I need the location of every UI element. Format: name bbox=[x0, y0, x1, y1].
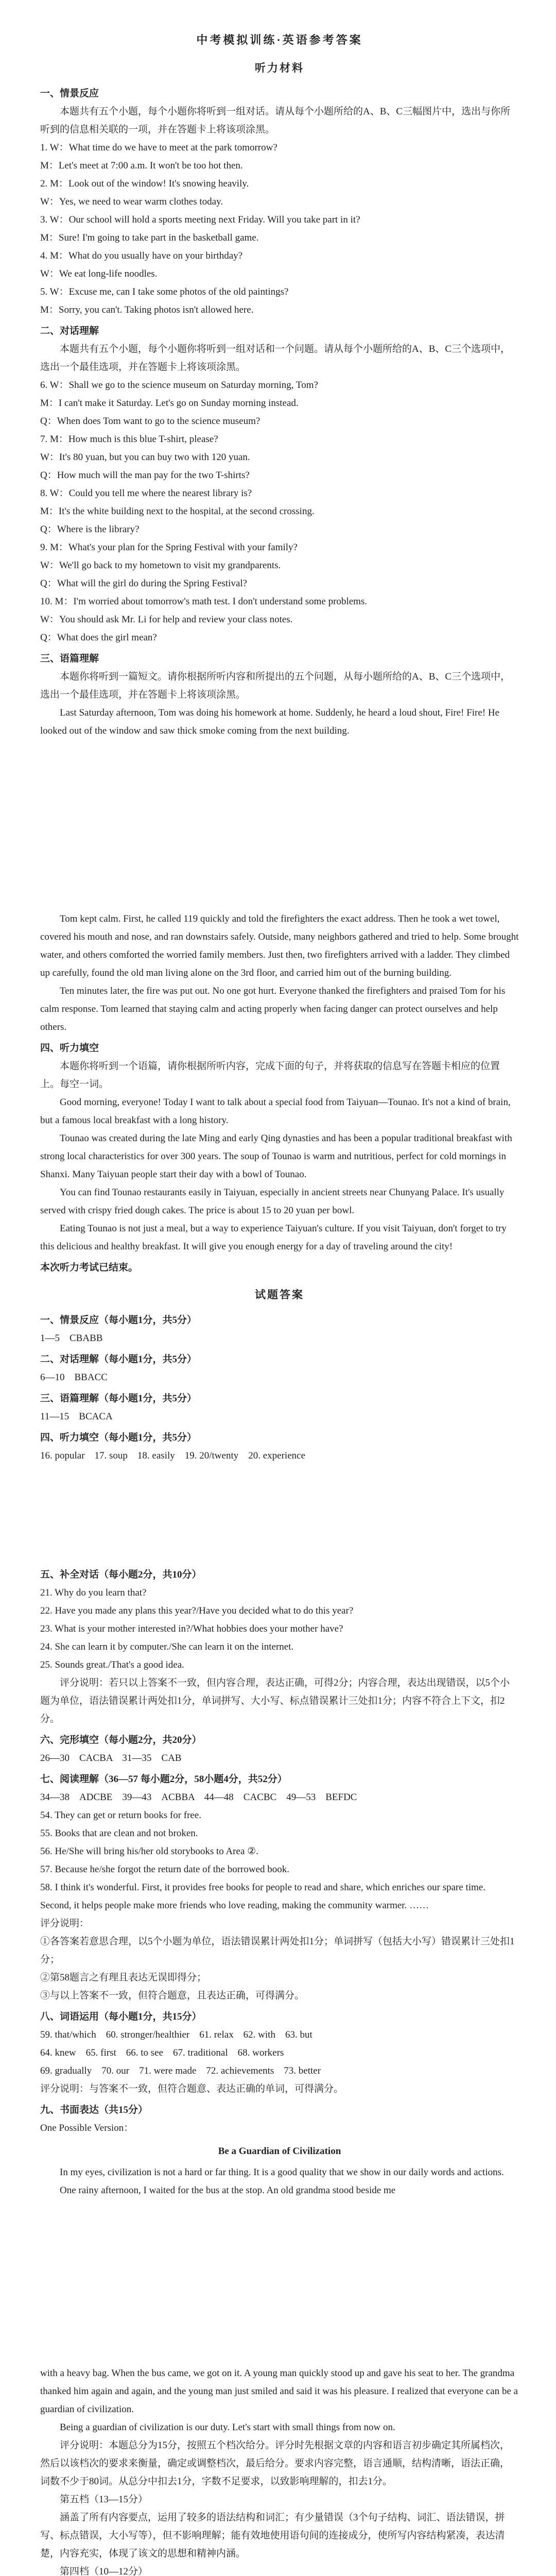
dialogue-line: 2. M：Look out of the window! It's snowing heavily. bbox=[40, 178, 249, 189]
answer-document bbox=[40, 31, 519, 2576]
grade-level: 第五档（13—15分） bbox=[60, 2494, 148, 2505]
answer-list bbox=[40, 1311, 519, 1465]
answer-line: 21. Why do you learn that? bbox=[40, 1587, 147, 1598]
grade-desc: 涵盖了所有内容要点，运用了较多的语法结构和词汇；有少量错误（3个句子结构、词汇、语法错误，拼写、标点错误，大小写等），但不影响理解；能有效地使用语句间的连接成分，使所写内容结构紧凑，表达清楚，内容充实，体现了该文的思想和精神内涵。 bbox=[40, 2512, 505, 2559]
grading-note: 评分说明：本题总分为15分，按照五个档次给分。评分时先根据文章的内容和语言初步确定其所属档次，然后以该档次的要求来衡量，确定或调整档次，最后给分。要求内容完整，语言通顺，结构清晰，语法正确，词数不少于80词。从总分中扣去1分，字数不足要求，以致影响理解的，扣去1分。 bbox=[40, 2440, 510, 2487]
passage-paragraph: Eating Tounao is not just a meal, but a way to experience Taiyuan's culture. If you visit Taiyuan, don't forget to try this delicious and healthy breakfast. It will give you enough energy for a day of traveling around the city! bbox=[40, 1223, 507, 1252]
section-title-listening: 听力材料 bbox=[255, 62, 304, 74]
passage-paragraph: Last Saturday afternoon, Tom was doing his homework at home. Suddenly, he heard a loud shout, Fire! Fire! He looked out of the window and saw thick smoke coming from the next building. bbox=[40, 707, 500, 736]
answer-line: 58. I think it's wonderful. First, it provides free books for people to read and share, which enriches our spare time. Second, it helps people make more friends who love reading, making the community warmer. …… bbox=[40, 1882, 486, 1911]
dialogue-list-2 bbox=[40, 376, 519, 647]
answer-line: 24. She can learn it by computer./She can learn it on the internet. bbox=[40, 1641, 294, 1652]
writing-grading-rules bbox=[40, 2436, 519, 2576]
part-heading: 九、书面表达（共15分） bbox=[40, 2105, 148, 2115]
essay-paragraph: In my eyes, civilization is not a hard or far thing. It is a good quality that we show in our daily words and actions. bbox=[60, 2167, 504, 2178]
answer-line: 16. popular 17. soup 18. easily 19. 20/twenty 20. experience bbox=[40, 1450, 306, 1461]
passage-paragraph: You can find Tounao restaurants easily in Taiyuan, especially in ancient streets near Chunyang Palace. It's usually served with crispy fried dough cakes. The price is about 15 to 20 yuan per bowl. bbox=[40, 1187, 505, 1216]
dialogue-line: Q：What will the girl do during the Spring Festival? bbox=[40, 578, 248, 589]
part-intro: 本题共有五个小题，每个小题你将听到一组对话和一个问题。请从每个小题所给的A、B、C三个选项中，选出一个最佳选项，并在答题卡上将该项涂黑。 bbox=[40, 344, 511, 372]
blank-space bbox=[40, 2199, 519, 2364]
dialogue-line: 8. W：Could you tell me where the nearest library is? bbox=[40, 488, 252, 499]
dialogue-line: 3. W：Our school will hold a sports meeting next Friday. Will you take part in it? bbox=[40, 214, 360, 225]
listening-end-note: 本次听力考试已结束。 bbox=[40, 1262, 138, 1273]
answer-line: 57. Because he/she forgot the return date of the borrowed book. bbox=[40, 1864, 289, 1875]
dialogue-line: 5. W：Excuse me, can I take some photos of the old paintings? bbox=[40, 286, 289, 297]
part-intro: 本题你将听到一个语篇，请你根据所听内容，完成下面的句子，并将获取的信息写在答题卡相应的位置上。每空一词。 bbox=[40, 1061, 500, 1090]
answer-line: 64. knew 65. first 66. to see 67. traditional 68. workers bbox=[40, 2047, 284, 2058]
dialogue-line: W：Yes, we need to wear warm clothes today. bbox=[40, 196, 223, 207]
part-heading: 三、语篇理解 bbox=[40, 653, 99, 664]
grading-note: ①各答案若意思合理，以5个小题为单位，语法错误累计两处扣1分；单词拼写（包括大小写）错误累计三处扣1分； bbox=[40, 1936, 515, 1965]
dialogue-line: W：We eat long-life noodles. bbox=[40, 268, 158, 279]
answer-heading: 三、语篇理解（每小题1分，共5分） bbox=[40, 1393, 197, 1404]
part-heading: 八、词语运用（每小题1分，共15分） bbox=[40, 2011, 202, 2022]
dialogue-line: M：I can't make it Saturday. Let's go on Sunday morning instead. bbox=[40, 398, 299, 409]
part-heading: 五、补全对话（每小题2分，共10分） bbox=[40, 1569, 202, 1580]
passage-paragraph: Tounao was created during the late Ming and early Qing dynasties and has been a popular traditional breakfast with strong local characteristics for over 300 years. The soup of Tounao is warm and nutritious, perfect for cold mornings in Shanxi. Many Taiyuan people start their day with a bowl of Tounao. bbox=[40, 1133, 512, 1180]
dialogue-line: W：We'll go back to my hometown to visit my grandparents. bbox=[40, 560, 281, 571]
dialogue-line: 10. M：I'm worried about tomorrow's math test. I don't understand some problems. bbox=[40, 596, 368, 607]
dialogue-line: Q：How much will the man pay for the two T-shirts? bbox=[40, 470, 250, 481]
part-heading: 二、对话理解 bbox=[40, 326, 99, 336]
sample-label: One Possible Version： bbox=[40, 2123, 134, 2133]
answer-heading: 一、情景反应（每小题1分，共5分） bbox=[40, 1315, 197, 1326]
part-intro: 本题共有五个小题，每个小题你将听到一组对话。请从每个小题所给的A、B、C三幅图片中，选出与你所听到的信息相关联的一项，并在答题卡上将该项涂黑。 bbox=[40, 106, 511, 135]
answer-line: 6—10 BBACC bbox=[40, 1372, 108, 1383]
answer-line: 26—30 CACBA 31—35 CAB bbox=[40, 1753, 182, 1764]
grade-level: 第四档（10—12分） bbox=[60, 2566, 148, 2576]
dialogue-line: Q：When does Tom want to go to the science museum? bbox=[40, 416, 260, 427]
section-title-answers: 试题答案 bbox=[255, 1289, 304, 1301]
dialogue-line: M：Sure! I'm going to take part in the basketball game. bbox=[40, 232, 259, 243]
answer-line: 55. Books that are clean and not broken. bbox=[40, 1828, 198, 1839]
answer-line: 25. Sounds great./That's a good idea. bbox=[40, 1659, 184, 1670]
dialogue-line: Q：What does the girl mean? bbox=[40, 632, 157, 643]
part-heading: 六、完形填空（每小题2分，共20分） bbox=[40, 1735, 202, 1745]
answer-heading: 四、听力填空（每小题1分，共5分） bbox=[40, 1432, 197, 1443]
answer-line: 59. that/which 60. stronger/healthier 61. relax 62. with 63. but bbox=[40, 2029, 312, 2040]
dialogue-line: 9. M：What's your plan for the Spring Festival with your family? bbox=[40, 542, 298, 553]
document-title: 中考模拟训练·英语参考答案 bbox=[196, 33, 363, 46]
blank-space bbox=[40, 1465, 519, 1563]
dialogue-line: 4. M：What do you usually have on your birthday? bbox=[40, 250, 243, 261]
answer-line: 54. They can get or return books for free. bbox=[40, 1810, 202, 1821]
answer-line: 1—5 CBABB bbox=[40, 1333, 103, 1344]
passage-paragraph: Tom kept calm. First, he called 119 quickly and told the firefighters the exact address. Then he took a wet towel, covered his mouth and nose, and ran downstairs safely. Outside, many neighbors gathered and tried to help. Some brought water, and others comforted the worried family members. Just then, two firefighters arrived with a ladder. They climbed up carefully, found the old man living alone on the 3rd floor, and carried him out of the burning building. bbox=[40, 913, 519, 978]
essay-title: Be a Guardian of Civilization bbox=[218, 2146, 341, 2157]
answer-heading: 二、对话理解（每小题1分，共5分） bbox=[40, 1354, 197, 1365]
essay-paragraph: with a heavy bag. When the bus came, we got on it. A young man quickly stood up and gave his seat to her. The grandma thanked him again and again, and the young man just smiled and said it was his pleasure. I realized that everyone can be a guardian of civilization. bbox=[40, 2368, 518, 2415]
answer-line: 56. He/She will bring his/her old storybooks to Area ②. bbox=[40, 1846, 258, 1857]
dialogue-line: 6. W：Shall we go to the science museum on Saturday morning, Tom? bbox=[40, 380, 318, 391]
dialogue-line: W：It's 80 yuan, but you can buy two with 120 yuan. bbox=[40, 452, 250, 463]
dialogue-line: M：Sorry, you can't. Taking photos isn't allowed here. bbox=[40, 304, 254, 315]
part-heading: 四、听力填空 bbox=[40, 1043, 99, 1054]
part-heading: 七、阅读理解（36—57 每小题2分，58小题4分，共52分） bbox=[40, 1774, 287, 1785]
answer-line: 11—15 BCACA bbox=[40, 1411, 113, 1422]
dialogue-line: 7. M：How much is this blue T-shirt, please? bbox=[40, 434, 218, 445]
essay-paragraph: One rainy afternoon, I waited for the bus at the stop. An old grandma stood beside me bbox=[60, 2185, 396, 2196]
part-intro: 本题你将听到一篇短文。请你根据所听内容和所提出的五个问题，从每小题所给的A、B、C三个选项中，选出一个最佳选项，并在答题卡上将该项涂黑。 bbox=[40, 671, 511, 700]
grading-note: 评分说明：与答案不一致，但符合题意、表达正确的单词，可得满分。 bbox=[40, 2083, 344, 2094]
dialogue-line: M：Let's meet at 7:00 a.m. It won't be too hot then. bbox=[40, 160, 243, 171]
answer-line: 34—38 ADCBE 39—43 ACBBA 44—48 CACBC 49—53 BEFDC bbox=[40, 1792, 357, 1803]
answer-line: 69. gradually 70. our 71. were made 72. achievements 73. better bbox=[40, 2065, 321, 2076]
dialogue-line: Q：Where is the library? bbox=[40, 524, 140, 535]
answer-line: 22. Have you made any plans this year?/Have you decided what to do this year? bbox=[40, 1605, 354, 1616]
grading-note: 评分说明：若只以上答案不一致，但内容合理，表达正确，可得2分；内容合理，表达出现错误，以5个小题为单位，语法错误累计两处扣1分，单词拼写、大小写、标点错误累计三处扣1分；内容不符合上下文，扣2分。 bbox=[40, 1677, 510, 1724]
grading-note: 评分说明： bbox=[40, 1918, 90, 1929]
dialogue-line: 1. W：What time do we have to meet at the park tomorrow? bbox=[40, 142, 277, 153]
blank-space bbox=[40, 740, 519, 910]
grading-note: ②第58题言之有理且表达无误即得分； bbox=[40, 1972, 207, 1983]
passage-paragraph: Good morning, everyone! Today I want to talk about a special food from Taiyuan—Tounao. It's not a kind of brain, but a famous local breakfast with a long history. bbox=[40, 1097, 511, 1126]
dialogue-line: W：You should ask Mr. Li for help and review your class notes. bbox=[40, 614, 293, 625]
essay-paragraph: Being a guardian of civilization is our duty. Let's start with small things from now on. bbox=[60, 2422, 395, 2433]
dialogue-line: M：It's the white building next to the hospital, at the second crossing. bbox=[40, 506, 315, 517]
grading-note: ③与以上答案不一致，但符合题意，且表达正确，可得满分。 bbox=[40, 1990, 305, 2001]
part-heading: 一、情景反应 bbox=[40, 88, 99, 99]
answer-line: 23. What is your mother interested in?/What hobbies does your mother have? bbox=[40, 1623, 343, 1634]
passage-paragraph: Ten minutes later, the fire was put out. No one got hurt. Everyone thanked the firefighters and praised Tom for his calm response. Tom learned that staying calm and acting properly when facing danger can protect ourselves and help others. bbox=[40, 986, 506, 1032]
dialogue-list-1 bbox=[40, 139, 519, 319]
